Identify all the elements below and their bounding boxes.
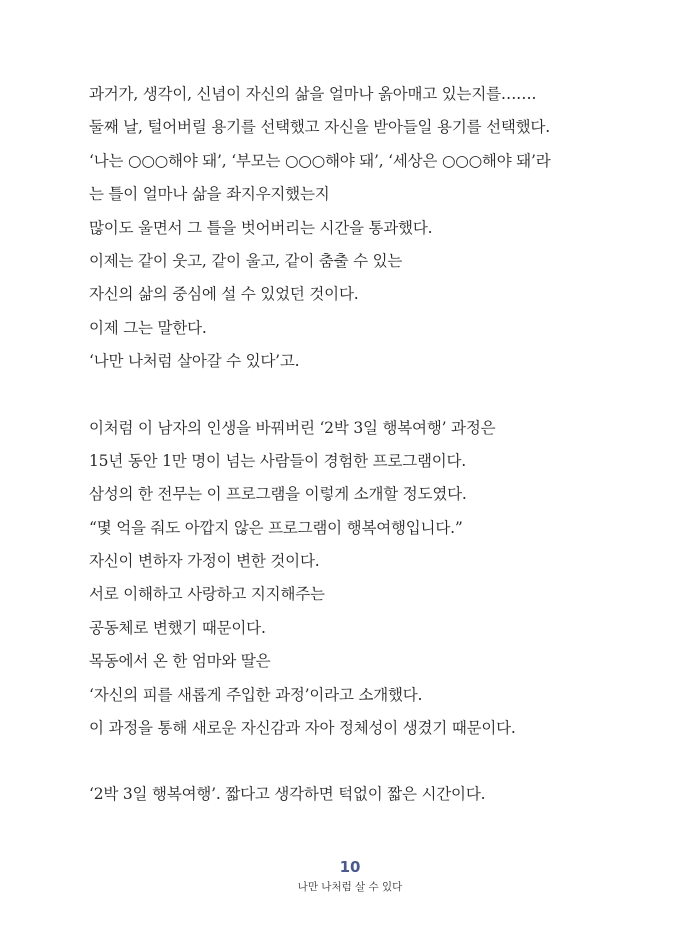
text-line: ‘자신의 피를 새롭게 주입한 과정’이라고 소개했다. [89, 685, 423, 704]
text-line: 서로 이해하고 사랑하고 지지해주는 [89, 585, 325, 604]
text-line: 이제 그는 말한다. [89, 318, 207, 337]
text-line: 목동에서 온 한 엄마와 딸은 [89, 652, 271, 671]
text-line: ‘2박 3일 행복여행’. 짧다고 생각하면 턱없이 짧은 시간이다. [89, 785, 486, 804]
paragraph [89, 412, 669, 746]
text-line: ‘나만 나처럼 살아갈 수 있다’고. [89, 352, 300, 371]
paragraph [89, 778, 669, 811]
text-line: 자신의 삶의 중심에 설 수 있었던 것이다. [89, 285, 359, 304]
text-line: 공동체로 변했기 때문이다. [89, 618, 266, 637]
paragraph-gap [89, 379, 669, 412]
text-line: 많이도 울면서 그 틀을 벗어버리는 시간을 통과했다. [89, 218, 433, 237]
text-line: 둘째 날, 털어버릴 용기를 선택했고 자신을 받아들일 용기를 선택했다. [89, 118, 550, 137]
paragraph-gap [89, 745, 669, 778]
paragraph [89, 78, 669, 379]
text-line: 는 틀이 얼마나 삶을 좌지우지했는지 [89, 185, 330, 204]
page-number: 10 [339, 858, 361, 876]
text-line: 이 과정을 통해 새로운 자신감과 자아 정체성이 생겼기 때문이다. [89, 719, 516, 738]
text-line: ‘나는 ○○○해야 돼’, ‘부모는 ○○○해야 돼’, ‘세상은 ○○○해야 돼’라 [89, 151, 551, 170]
text-line: 15년 동안 1만 명이 넘는 사람들이 경험한 프로그램이다. [89, 451, 467, 470]
text-line: 자신이 변하자 가정이 변한 것이다. [89, 552, 320, 571]
text-line: 이처럼 이 남자의 인생을 바꿔버린 ‘2박 3일 행복여행’ 과정은 [89, 418, 496, 437]
text-line: “몇 억을 줘도 아깝지 않은 프로그램이 행복여행입니다.” [89, 518, 463, 537]
running-title: 나만 나처럼 살 수 있다 [297, 881, 403, 893]
text-line: 과거가, 생각이, 신념이 자신의 삶을 얼마나 옭아매고 있는지를……. [89, 85, 537, 103]
body-text [89, 78, 669, 812]
text-line: 이제는 같이 웃고, 같이 울고, 같이 춤출 수 있는 [89, 251, 403, 270]
text-line: 삼성의 한 전무는 이 프로그램을 이렇게 소개할 정도였다. [89, 485, 467, 504]
